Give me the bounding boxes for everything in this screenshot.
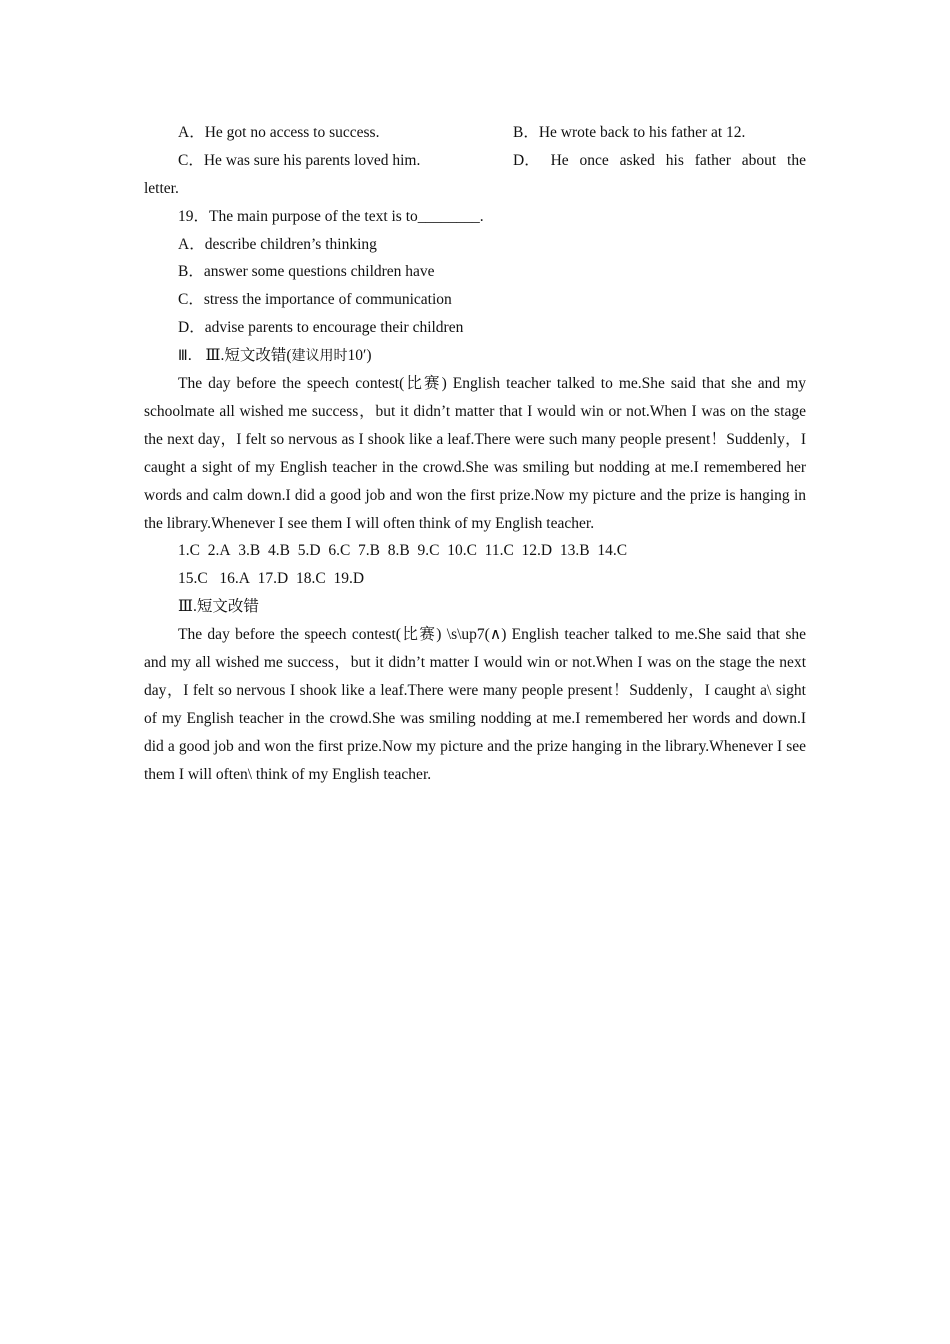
error-correction-passage: The day before the speech contest(比赛) English teacher talked to me.She said that she and my schoolmate all wished me success，but it didn’t matter that I would win or not.When I was on the stage the next day，I felt so nervous as I shook like a leaf.There were such many people present！Suddenly，I caught a sight of my English teacher in the crowd.She was smiling but nodding at me.I remembered her words and calm down.I did a good job and won the first prize.Now my picture and the prize is hanging in the library.Whenever I see them I will often think of my English teacher. — [144, 375, 806, 532]
q18-options-row-ab — [144, 119, 806, 147]
section-3-note: 建议用时 — [291, 348, 348, 365]
q18-option-c: C．He was sure his parents loved him. — [178, 151, 421, 169]
q18-option-a: A．He got no access to success. — [178, 124, 380, 141]
q19-option-a: A．describe children’s thinking — [178, 235, 377, 253]
q19-option-d: D．advise parents to encourage their children — [178, 319, 464, 337]
q18-option-d-tail: letter. — [144, 179, 179, 197]
q18-option-d: D． He once asked his father about the — [513, 151, 806, 169]
q19-option-b: B．answer some questions children have — [178, 263, 435, 281]
section-3-heading — [144, 342, 806, 370]
q19-option-c: C．stress the importance of communication — [178, 291, 452, 309]
section-3-title: Ⅲ.短文改错( — [205, 347, 292, 365]
answer-key-line-2: 15.C 16.A 17.D 18.C 19.D — [178, 570, 365, 588]
corrected-passage: The day before the speech contest(比赛) \s\up7(∧) English teacher talked to me.She said that she and my all wished me success，but it didn’t matter I would win or not.When I was on the stage the next day，I felt so nervous I shook like a leaf.There were many people present！Suddenly，I caught a\ sight of my English teacher in the crowd.She was smiling nodding at me.I remembered her words and down.I did a good job and won the first prize.Now my picture and the prize hanging in the library.Whenever I see them I will often\ think of my English teacher. — [144, 626, 806, 783]
q18-option-b: B．He wrote back to his father at 12. — [513, 124, 746, 141]
q18-options-row-cd — [144, 147, 806, 175]
section-3-prefix: Ⅲ． — [178, 348, 202, 365]
document-page — [144, 119, 806, 789]
section-3-time: 10′) — [347, 347, 372, 365]
answer-key-line-1: 1.C 2.A 3.B 4.B 5.D 6.C 7.B 8.B 9.C 10.C 11.C 12.D 13.B 14.C — [178, 542, 628, 560]
q19-stem: 19．The main purpose of the text is to________. — [178, 207, 484, 225]
answer-section-heading: Ⅲ.短文改错 — [178, 598, 259, 616]
